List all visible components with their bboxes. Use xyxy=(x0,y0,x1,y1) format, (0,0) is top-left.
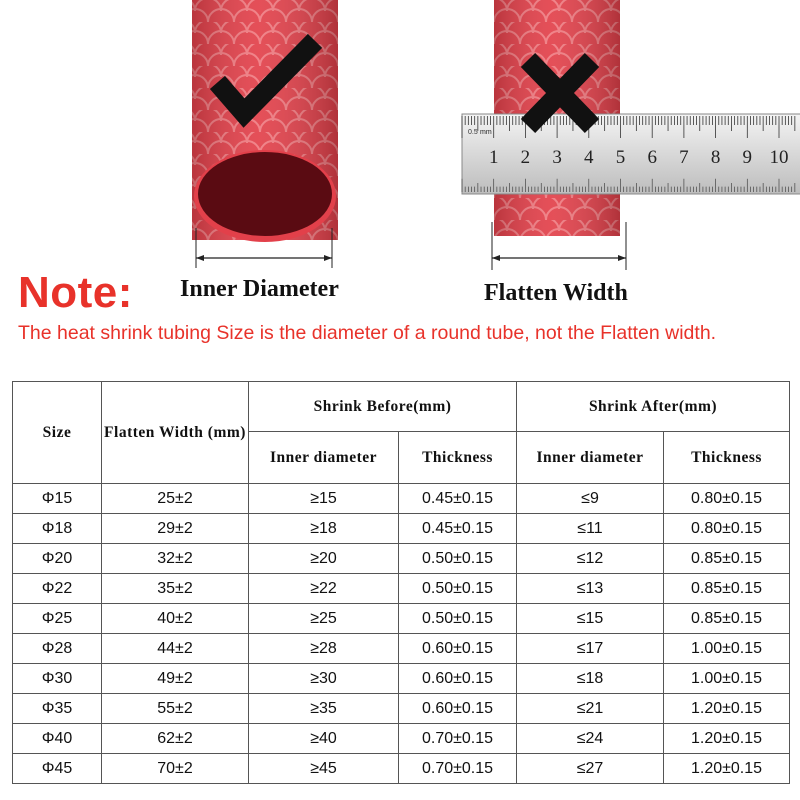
cell-before-thickness: 0.60±0.15 xyxy=(399,694,517,724)
cell-before-id: ≥30 xyxy=(249,664,399,694)
note-title: Note: xyxy=(18,268,133,317)
round-tube xyxy=(192,0,338,242)
cell-after-id: ≤17 xyxy=(517,634,664,664)
table-row xyxy=(13,634,790,664)
cell-before-thickness: 0.60±0.15 xyxy=(399,664,517,694)
table-row xyxy=(13,574,790,604)
cell-before-thickness: 0.45±0.15 xyxy=(399,514,517,544)
header-flatten-width: Flatten Width (mm) xyxy=(102,382,249,484)
cell-flatten: 44±2 xyxy=(102,634,249,664)
cell-after-id: ≤21 xyxy=(517,694,664,724)
header-size: Size xyxy=(13,382,102,484)
table-row xyxy=(13,514,790,544)
header-shrink-after: Shrink After(mm) xyxy=(517,382,790,432)
cell-flatten: 49±2 xyxy=(102,664,249,694)
cell-after-id: ≤13 xyxy=(517,574,664,604)
cell-before-id: ≥40 xyxy=(249,724,399,754)
table-row xyxy=(13,484,790,514)
cell-after-id: ≤24 xyxy=(517,724,664,754)
inner-diameter-label: Inner Diameter xyxy=(180,276,339,302)
cell-flatten: 55±2 xyxy=(102,694,249,724)
header-after-thickness: Thickness xyxy=(664,432,790,484)
header-after-inner-diameter: Inner diameter xyxy=(517,432,664,484)
cell-size: Φ35 xyxy=(13,694,102,724)
header-before-thickness: Thickness xyxy=(399,432,517,484)
cell-flatten: 70±2 xyxy=(102,754,249,784)
cell-size: Φ18 xyxy=(13,514,102,544)
cell-before-id: ≥25 xyxy=(249,604,399,634)
cell-before-thickness: 0.45±0.15 xyxy=(399,484,517,514)
cell-flatten: 29±2 xyxy=(102,514,249,544)
ruler-number: 1 xyxy=(488,147,499,168)
cell-flatten: 62±2 xyxy=(102,724,249,754)
cell-size: Φ20 xyxy=(13,544,102,574)
ruler-number: 3 xyxy=(552,147,562,168)
ruler-number: 5 xyxy=(615,147,626,168)
cell-before-id: ≥20 xyxy=(249,544,399,574)
table-row xyxy=(13,604,790,634)
cell-size: Φ15 xyxy=(13,484,102,514)
ruler-number: 10 xyxy=(769,147,789,168)
cell-flatten: 32±2 xyxy=(102,544,249,574)
cell-flatten: 25±2 xyxy=(102,484,249,514)
cell-before-thickness: 0.50±0.15 xyxy=(399,544,517,574)
note-description: The heat shrink tubing Size is the diameter of a round tube, not the Flatten width. xyxy=(18,322,717,344)
cell-size: Φ40 xyxy=(13,724,102,754)
cell-size: Φ30 xyxy=(13,664,102,694)
cell-before-id: ≥18 xyxy=(249,514,399,544)
header-before-inner-diameter: Inner diameter xyxy=(249,432,399,484)
cell-before-thickness: 0.50±0.15 xyxy=(399,574,517,604)
ruler-number: 7 xyxy=(679,147,689,168)
ruler-number: 2 xyxy=(520,147,531,168)
cell-after-thickness: 0.85±0.15 xyxy=(664,604,790,634)
cell-flatten: 35±2 xyxy=(102,574,249,604)
svg-text:0.5: 0.5 xyxy=(468,129,478,136)
cell-size: Φ28 xyxy=(13,634,102,664)
cell-size: Φ22 xyxy=(13,574,102,604)
ruler-number: 9 xyxy=(742,147,753,168)
cell-after-thickness: 1.00±0.15 xyxy=(664,664,790,694)
ruler-number: 4 xyxy=(584,147,594,168)
cell-after-id: ≤12 xyxy=(517,544,664,574)
cell-after-thickness: 1.20±0.15 xyxy=(664,694,790,724)
cell-before-thickness: 0.70±0.15 xyxy=(399,724,517,754)
cell-flatten: 40±2 xyxy=(102,604,249,634)
cell-before-id: ≥15 xyxy=(249,484,399,514)
cell-after-id: ≤27 xyxy=(517,754,664,784)
cell-after-thickness: 0.80±0.15 xyxy=(664,484,790,514)
cell-before-id: ≥22 xyxy=(249,574,399,604)
cell-before-thickness: 0.50±0.15 xyxy=(399,604,517,634)
cell-after-thickness: 0.80±0.15 xyxy=(664,514,790,544)
cell-after-id: ≤15 xyxy=(517,604,664,634)
cell-size: Φ45 xyxy=(13,754,102,784)
ruler-number: 8 xyxy=(710,147,721,168)
table-row xyxy=(13,694,790,724)
header-shrink-before: Shrink Before(mm) xyxy=(249,382,517,432)
cell-after-thickness: 0.85±0.15 xyxy=(664,544,790,574)
ruler-number: 6 xyxy=(647,147,657,168)
cell-size: Φ25 xyxy=(13,604,102,634)
cell-before-thickness: 0.60±0.15 xyxy=(399,634,517,664)
cell-before-id: ≥45 xyxy=(249,754,399,784)
table-row xyxy=(13,664,790,694)
cell-after-thickness: 1.00±0.15 xyxy=(664,634,790,664)
cell-before-id: ≥35 xyxy=(249,694,399,724)
flatten-width-label: Flatten Width xyxy=(484,280,628,306)
cell-after-id: ≤11 xyxy=(517,514,664,544)
ruler-unit: mm xyxy=(480,129,492,136)
cell-after-thickness: 1.20±0.15 xyxy=(664,754,790,784)
size-table xyxy=(12,381,790,784)
cell-after-id: ≤18 xyxy=(517,664,664,694)
table-row xyxy=(13,724,790,754)
table-row xyxy=(13,754,790,784)
cell-before-thickness: 0.70±0.15 xyxy=(399,754,517,784)
cell-after-thickness: 1.20±0.15 xyxy=(664,724,790,754)
cell-after-id: ≤9 xyxy=(517,484,664,514)
table-row xyxy=(13,544,790,574)
cell-after-thickness: 0.85±0.15 xyxy=(664,574,790,604)
steel-ruler xyxy=(462,114,800,194)
cell-before-id: ≥28 xyxy=(249,634,399,664)
